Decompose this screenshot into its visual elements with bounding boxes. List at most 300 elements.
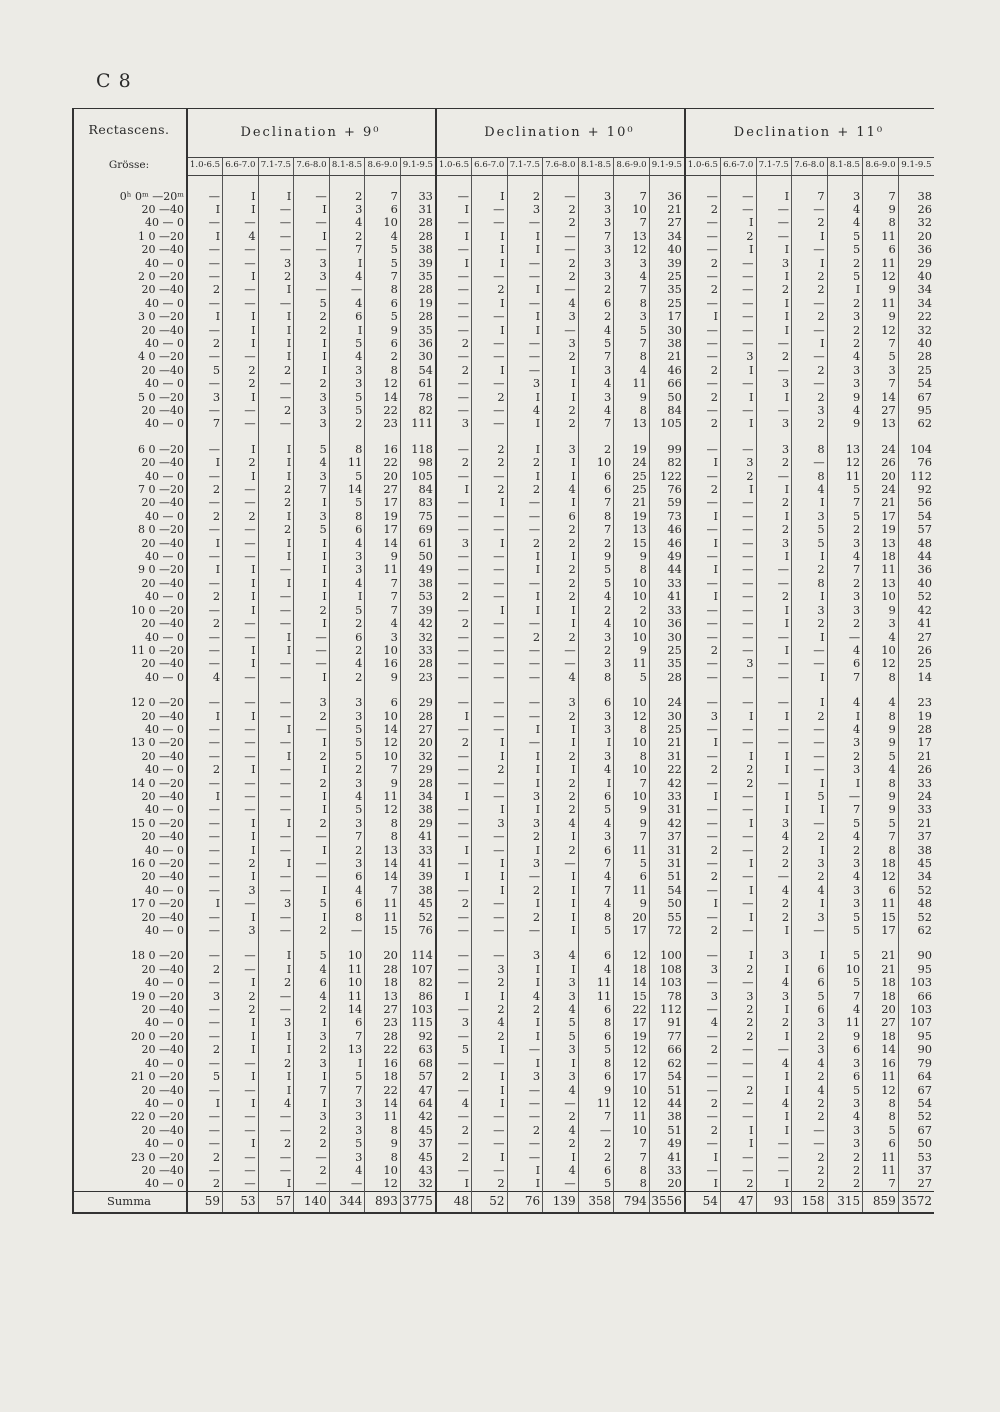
count-cell: — [507,736,543,749]
count-cell: I [436,1177,472,1191]
summa-cell: 52 [472,1191,508,1213]
table-row [73,990,934,1003]
count-cell: 3 [187,391,223,404]
magnitude-header: 7.6-8.0 [294,157,330,175]
count-cell: — [187,949,223,962]
count-cell: — [792,924,828,937]
count-cell: 2 [792,417,828,430]
count-cell: 28 [400,230,436,243]
count-cell: I [720,911,756,924]
count-cell: 20 [863,1003,899,1016]
count-cell: 5 [329,470,365,483]
table-row [73,604,934,617]
count-cell: — [187,817,223,830]
count-cell: 27 [649,216,685,229]
count-cell: 108 [649,963,685,976]
count-cell: 105 [649,417,685,430]
count-cell: I [543,736,579,749]
count-cell: 27 [400,723,436,736]
count-cell: — [258,924,294,937]
count-cell: — [187,243,223,256]
count-cell: 2 [294,310,330,323]
count-cell: — [756,736,792,749]
count-cell: — [472,710,508,723]
summa-cell: 3775 [400,1191,436,1213]
count-cell: — [436,644,472,657]
count-cell: 4 [827,404,863,417]
count-cell: 21 [614,496,650,509]
count-cell: I [258,1070,294,1083]
count-cell: — [436,949,472,962]
count-cell: — [472,417,508,430]
count-cell: 73 [649,510,685,523]
count-cell: — [258,763,294,776]
count-cell: 49 [649,550,685,563]
count-cell: 4 [827,203,863,216]
count-cell: 4 [863,631,899,644]
count-cell: I [720,884,756,897]
count-cell: I [507,550,543,563]
count-cell: — [223,696,259,709]
count-cell: 7 [863,830,899,843]
ra-interval: 7 0 —20 [73,483,187,496]
count-cell: I [756,190,792,203]
count-cell: I [258,283,294,296]
count-cell: — [223,216,259,229]
count-cell: 3 [756,417,792,430]
count-cell: — [436,696,472,709]
count-cell: I [507,723,543,736]
count-cell: 4 [792,483,828,496]
count-cell: 30 [400,350,436,363]
count-cell: 45 [400,1151,436,1164]
count-cell: I [685,1177,721,1191]
count-cell: 3 [827,897,863,910]
count-cell: 3 [578,216,614,229]
count-cell: 10 [329,976,365,989]
count-cell: I [685,790,721,803]
count-cell: 4 [436,1097,472,1110]
count-cell: — [792,750,828,763]
summa-cell: 59 [187,1191,223,1213]
count-cell: — [507,510,543,523]
ra-interval: 15 0 —20 [73,817,187,830]
count-cell: I [436,870,472,883]
count-cell: I [294,364,330,377]
count-cell: — [223,963,259,976]
count-cell: I [329,257,365,270]
count-cell: — [756,657,792,670]
count-cell: 13 [365,844,401,857]
count-cell: I [294,617,330,630]
count-cell: 12 [365,377,401,390]
count-cell: 3 [792,404,828,417]
count-cell: 25 [898,657,934,670]
table-row [73,1124,934,1137]
count-cell: I [472,190,508,203]
count-cell: 2 [543,777,579,790]
count-cell: I [792,777,828,790]
count-cell: I [543,456,579,469]
count-cell: 2 [436,1070,472,1083]
count-cell: — [436,1164,472,1177]
count-cell: — [720,283,756,296]
count-cell: — [756,216,792,229]
table-row [73,1016,934,1029]
count-cell: 30 [649,710,685,723]
count-cell: — [543,857,579,870]
count-cell: 6 [863,243,899,256]
count-cell: I [507,976,543,989]
count-cell: — [685,496,721,509]
count-cell: 4 [614,364,650,377]
count-cell: 17 [649,310,685,323]
table-row [73,723,934,736]
count-cell: I [685,1151,721,1164]
count-cell: 54 [898,510,934,523]
count-cell: 9 [863,604,899,617]
count-cell: 3 [614,310,650,323]
count-cell: — [472,671,508,684]
count-cell: I [329,1057,365,1070]
count-cell: 7 [294,483,330,496]
count-cell: 2 [756,590,792,603]
count-cell: 10 [827,963,863,976]
count-cell: — [436,924,472,937]
count-cell: 2 [258,1137,294,1150]
count-cell: 6 [578,696,614,709]
count-cell: 2 [792,617,828,630]
count-cell: 41 [649,590,685,603]
count-cell: — [187,830,223,843]
count-cell: — [507,1084,543,1097]
count-cell: — [187,844,223,857]
count-cell: 26 [863,456,899,469]
count-cell: 2 [507,1124,543,1137]
count-cell: 2 [827,523,863,536]
count-cell: 27 [863,404,899,417]
count-cell: 3 [827,763,863,776]
count-cell: 4 [329,216,365,229]
count-cell: 24 [863,443,899,456]
count-cell: 3 [827,1097,863,1110]
table-row [73,631,934,644]
count-cell: — [258,1110,294,1123]
count-cell: — [187,1084,223,1097]
count-cell: — [294,631,330,644]
count-cell: 35 [649,657,685,670]
count-cell: 2 [258,523,294,536]
count-cell: I [472,364,508,377]
count-cell: 5 [329,604,365,617]
count-cell: 2 [792,870,828,883]
ra-interval: 18 0 —20 [73,949,187,962]
count-cell: 10 [365,1164,401,1177]
count-cell: 11 [365,897,401,910]
count-cell: I [294,803,330,816]
count-cell: I [223,911,259,924]
count-cell: — [756,563,792,576]
count-cell: — [720,803,756,816]
count-cell: 3 [792,604,828,617]
count-cell: I [720,391,756,404]
count-cell: 3 [827,884,863,897]
count-cell: 28 [400,216,436,229]
count-cell: 4 [756,1057,792,1070]
count-cell: 33 [649,604,685,617]
count-cell: 3 [543,696,579,709]
count-cell: 51 [649,1124,685,1137]
count-cell: 5 [365,257,401,270]
count-cell: 4 [578,817,614,830]
table-row [73,496,934,509]
count-cell: 11 [863,297,899,310]
count-cell: 7 [365,604,401,617]
count-cell: 4 [294,990,330,1003]
count-cell: — [223,523,259,536]
summa-cell: 893 [365,1191,401,1213]
count-cell: 66 [649,1043,685,1056]
ra-interval: 20 —40 [73,243,187,256]
count-cell: 2 [329,644,365,657]
count-cell: 17 [898,736,934,749]
count-cell: 5 [294,523,330,536]
count-cell: I [685,510,721,523]
count-cell: — [472,377,508,390]
ra-interval: 40 — 0 [73,631,187,644]
count-cell: 38 [649,1110,685,1123]
count-cell: 2 [187,1177,223,1191]
count-cell: 12 [827,456,863,469]
count-cell: — [756,337,792,350]
count-cell: 11 [827,470,863,483]
count-cell: 4 [614,270,650,283]
table-row [73,1057,934,1070]
count-cell: 3 [329,1097,365,1110]
table-row [73,736,934,749]
count-cell: — [472,337,508,350]
count-cell: I [436,257,472,270]
count-cell: 4 [578,870,614,883]
count-cell: — [436,443,472,456]
count-cell: 52 [898,884,934,897]
count-cell: — [685,857,721,870]
count-cell: I [294,537,330,550]
count-cell: I [792,550,828,563]
count-cell: I [792,337,828,350]
count-cell: I [187,456,223,469]
count-cell: 2 [756,1016,792,1029]
count-cell: — [436,817,472,830]
count-cell: 3 [294,417,330,430]
count-cell: — [187,736,223,749]
count-cell: 2 [543,803,579,816]
count-cell: — [472,216,508,229]
ra-interval: 3 0 —20 [73,310,187,323]
count-cell: 4 [258,1097,294,1110]
count-cell: — [472,897,508,910]
ra-interval: 20 —40 [73,324,187,337]
count-cell: 3 [578,203,614,216]
count-cell: 19 [898,710,934,723]
count-cell: 12 [614,243,650,256]
count-cell: I [258,443,294,456]
count-cell: 55 [649,911,685,924]
count-cell: 15 [863,911,899,924]
count-cell: 3 [792,1016,828,1029]
count-cell: I [187,310,223,323]
count-cell: 104 [898,443,934,456]
count-cell: I [507,443,543,456]
spacer-row [73,937,934,949]
count-cell: — [436,803,472,816]
count-cell: 2 [827,844,863,857]
count-cell: I [223,190,259,203]
count-cell: 3 [472,963,508,976]
count-cell: 2 [329,190,365,203]
count-cell: I [543,1057,579,1070]
summa-cell: 3556 [649,1191,685,1213]
count-cell: 2 [223,510,259,523]
count-cell: — [472,723,508,736]
count-cell: I [507,310,543,323]
count-cell: 7 [863,1177,899,1191]
count-cell: 12 [863,324,899,337]
ra-interval: 20 0 —20 [73,1030,187,1043]
count-cell: 2 [792,1177,828,1191]
count-cell: — [507,337,543,350]
count-cell: — [258,1003,294,1016]
table-row [73,790,934,803]
count-cell: 100 [649,949,685,962]
count-cell: 5 [827,949,863,962]
count-cell: 10 [329,949,365,962]
count-cell: I [258,1043,294,1056]
count-cell: 68 [400,1057,436,1070]
count-cell: — [685,976,721,989]
count-cell: I [507,324,543,337]
count-cell: I [436,990,472,1003]
count-cell: 12 [365,736,401,749]
count-cell: — [472,644,508,657]
count-cell: — [472,590,508,603]
count-cell: 31 [649,857,685,870]
count-cell: 22 [365,404,401,417]
count-cell: — [223,736,259,749]
count-cell: — [436,657,472,670]
count-cell: I [756,617,792,630]
count-cell: I [187,897,223,910]
count-cell: I [472,1084,508,1097]
spacer-row [73,431,934,443]
count-cell: — [223,1124,259,1137]
count-cell: I [223,604,259,617]
table-row [73,696,934,709]
count-cell: 4 [365,230,401,243]
count-cell: 3 [543,443,579,456]
count-cell: 2 [543,631,579,644]
count-cell: 28 [400,657,436,670]
count-cell: 3 [436,417,472,430]
count-cell: I [507,230,543,243]
count-cell: 3 [578,723,614,736]
count-cell: — [258,884,294,897]
count-cell: 2 [223,377,259,390]
count-cell: 2 [756,496,792,509]
count-cell: — [720,604,756,617]
count-cell: 7 [365,190,401,203]
count-cell: 103 [898,1003,934,1016]
count-cell: 24 [649,696,685,709]
count-cell: — [472,924,508,937]
count-cell: — [792,324,828,337]
count-cell: — [472,696,508,709]
count-cell: 10 [614,790,650,803]
count-cell: — [472,404,508,417]
count-cell: 8 [863,671,899,684]
count-cell: 3 [578,190,614,203]
count-cell: 3 [543,1043,579,1056]
count-cell: 3 [578,631,614,644]
count-cell: 20 [649,1177,685,1191]
count-cell: 14 [329,483,365,496]
count-cell: 20 [614,911,650,924]
count-cell: 11 [863,897,899,910]
count-cell: — [187,1003,223,1016]
count-cell: I [294,884,330,897]
count-cell: I [756,1030,792,1043]
ra-interval: 40 — 0 [73,976,187,989]
count-cell: 27 [898,1177,934,1191]
count-cell: 4 [827,870,863,883]
count-cell: 9 [863,310,899,323]
count-cell: I [507,750,543,763]
count-cell: — [792,456,828,469]
count-cell: 8 [792,443,828,456]
count-cell: 3 [329,1151,365,1164]
ra-interval: 20 —40 [73,577,187,590]
count-cell: 11 [365,911,401,924]
ra-interval: 17 0 —20 [73,897,187,910]
table-row [73,1043,934,1056]
count-cell: — [258,243,294,256]
count-cell: 18 [614,963,650,976]
count-cell: 27 [898,631,934,644]
count-cell: 9 [614,391,650,404]
count-cell: 3 [543,1070,579,1083]
count-cell: — [187,631,223,644]
count-cell: 19 [614,443,650,456]
count-cell: 34 [898,297,934,310]
count-cell: I [827,710,863,723]
table-row [73,949,934,962]
count-cell: 31 [649,750,685,763]
count-cell: — [720,976,756,989]
count-cell: 5 [827,911,863,924]
count-cell: 5 [436,1043,472,1056]
count-cell: I [436,790,472,803]
count-cell: 3 [294,470,330,483]
count-cell: — [543,190,579,203]
ra-interval: 40 — 0 [73,671,187,684]
count-cell: 82 [400,404,436,417]
count-cell: 7 [329,830,365,843]
count-cell: — [223,723,259,736]
count-cell: I [507,604,543,617]
count-cell: 7 [792,190,828,203]
count-cell: — [685,243,721,256]
table-row [73,857,934,870]
